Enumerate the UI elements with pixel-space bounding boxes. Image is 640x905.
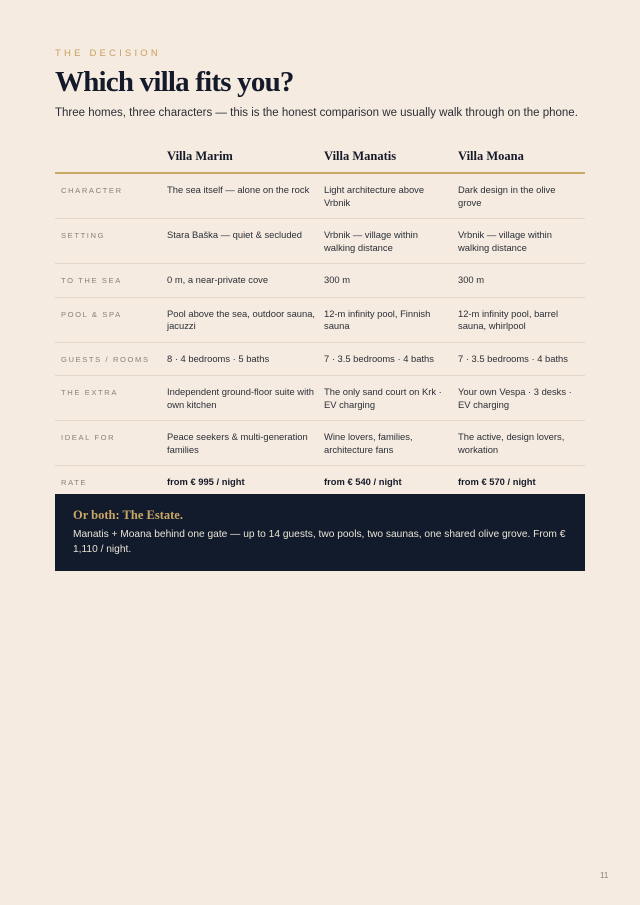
table-row [55,219,585,264]
table-row [55,173,585,219]
table-cell: 8 · 4 bedrooms · 5 baths [167,342,324,376]
estate-callout [55,494,585,571]
column-header-villa-marim: Villa Marim [167,140,324,173]
table-cell: Independent ground-floor suite with own kitchen [167,376,324,421]
table-cell: Vrbnik — village within walking distance [458,219,585,264]
page-title: Which villa fits you? [55,66,294,98]
column-header-villa-manatis: Villa Manatis [324,140,458,173]
table-cell: 7 · 3.5 bedrooms · 4 baths [458,342,585,376]
table-row [55,342,585,376]
row-label: POOL & SPA [55,297,167,342]
table-header-empty [55,140,167,173]
estate-title: Or both: The Estate. [73,508,183,522]
table-row [55,297,585,342]
table-cell: Light architecture above Vrbnik [324,173,458,219]
table-cell: Wine lovers, families, architecture fans [324,421,458,466]
table-cell: Vrbnik — village within walking distance [324,219,458,264]
table-row [55,421,585,466]
table-cell: 0 m, a near-private cove [167,264,324,298]
table-cell: Dark design in the olive grove [458,173,585,219]
row-label: SETTING [55,219,167,264]
row-label: CHARACTER [55,173,167,219]
table-cell: Your own Vespa · 3 desks · EV charging [458,376,585,421]
table-header-row [55,140,585,173]
row-label: THE EXTRA [55,376,167,421]
row-label: GUESTS / ROOMS [55,342,167,376]
table-cell: 300 m [458,264,585,298]
table-cell: 12-m infinity pool, barrel sauna, whirlpool [458,297,585,342]
row-label: IDEAL FOR [55,421,167,466]
table-cell: Pool above the sea, outdoor sauna, jacuzzi [167,297,324,342]
row-label: RATE [55,466,167,500]
rate-cell: from € 995 / night [167,466,324,500]
table-cell: The active, design lovers, workation [458,421,585,466]
estate-description: Manatis + Moana behind one gate — up to 14 guests, two pools, two saunas, one shared olive grove. From € 1,110 / night. [73,529,566,555]
row-label: TO THE SEA [55,264,167,298]
rate-cell: from € 570 / night [458,466,585,500]
table-cell: 300 m [324,264,458,298]
table-cell: Stara Baška — quiet & secluded [167,219,324,264]
comparison-table [55,140,585,500]
table-row [55,264,585,298]
table-cell: Peace seekers & multi-generation families [167,421,324,466]
table-cell: The sea itself — alone on the rock [167,173,324,219]
column-header-villa-moana: Villa Moana [458,140,585,173]
table-cell: 7 · 3.5 bedrooms · 4 baths [324,342,458,376]
page-subtitle: Three homes, three characters — this is the honest comparison we usually walk through on the phone. [55,107,578,119]
rate-cell: from € 540 / night [324,466,458,500]
page-number: 11 [600,871,609,880]
table-cell: The only sand court on Krk · EV charging [324,376,458,421]
table-row [55,376,585,421]
table-cell: 12-m infinity pool, Finnish sauna [324,297,458,342]
section-label: THE DECISION [55,48,161,59]
